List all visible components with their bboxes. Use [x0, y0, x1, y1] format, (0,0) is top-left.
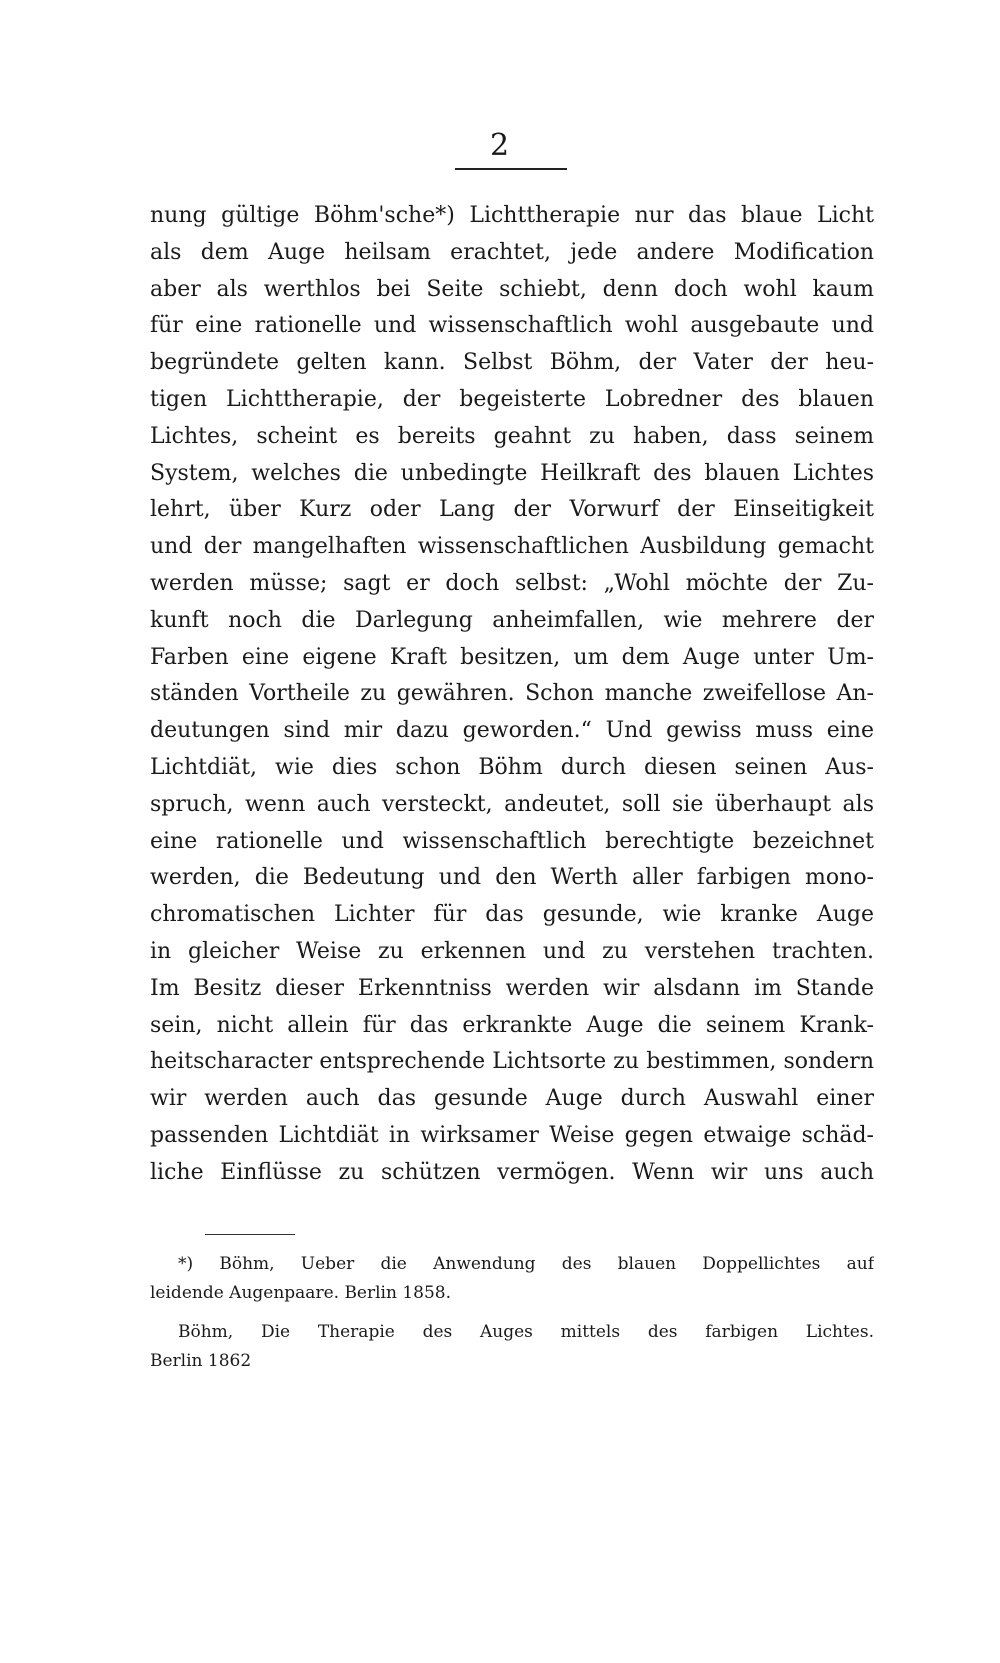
text-line: kunft noch die Darlegung anheimfallen, wie mehrere der — [150, 607, 874, 633]
text-line: deutungen sind mir dazu geworden.“ Und gewiss muss eine — [150, 718, 874, 744]
text-line: Im Besitz dieser Erkenntniss werden wir alsdann im Stande — [150, 975, 874, 1001]
footnote-line: Böhm, Die Therapie des Auges mittels des farbigen Lichtes. — [178, 1322, 874, 1342]
footnote-line: leidende Augenpaare. Berlin 1858. — [150, 1283, 452, 1303]
text-line: und der mangelhaften wissenschaftlichen Ausbildung gemacht — [150, 534, 874, 560]
text-line: sein, nicht allein für das erkrankte Auge die seinem Krank- — [150, 1012, 874, 1038]
text-line: chromatischen Lichter für das gesunde, wie kranke Auge — [150, 902, 874, 928]
text-line: ständen Vortheile zu gewähren. Schon manche zweifellose An- — [150, 681, 874, 707]
text-line: eine rationelle und wissenschaftlich berechtigte bezeichnet — [150, 828, 874, 854]
text-line: als dem Auge heilsam erachtet, jede andere Modification — [150, 239, 874, 265]
footnote-line: Berlin 1862 — [150, 1351, 252, 1371]
text-line: passenden Lichtdiät in wirksamer Weise gegen etwaige schäd- — [150, 1122, 874, 1148]
text-line: Lichtdiät, wie dies schon Böhm durch diesen seinen Aus- — [150, 754, 874, 780]
text-line: werden müsse; sagt er doch selbst: „Wohl möchte der Zu- — [150, 570, 874, 596]
page-number: 2 — [489, 128, 511, 163]
text-line: in gleicher Weise zu erkennen und zu verstehen trachten. — [150, 938, 874, 964]
text-line: wir werden auch das gesunde Auge durch Auswahl einer — [150, 1086, 874, 1112]
text-line: für eine rationelle und wissenschaftlich wohl ausgebaute und — [150, 313, 874, 339]
text-line: tigen Lichttherapie, der begeisterte Lobredner des blauen — [150, 386, 874, 412]
text-line: werden, die Bedeutung und den Werth aller farbigen mono- — [150, 865, 874, 891]
text-line: aber als werthlos bei Seite schiebt, denn doch wohl kaum — [150, 276, 874, 302]
footnote-line: *) Böhm, Ueber die Anwendung des blauen Doppellichtes auf — [178, 1254, 874, 1274]
header-rule — [455, 168, 567, 170]
footnote-rule — [205, 1234, 295, 1235]
text-line: heitscharacter entsprechende Lichtsorte zu bestimmen, sondern — [150, 1049, 874, 1075]
text-line: lehrt, über Kurz oder Lang der Vorwurf der Einseitigkeit — [150, 497, 874, 523]
body-text — [150, 198, 874, 1192]
text-line: begründete gelten kann. Selbst Böhm, der Vater der heu- — [150, 350, 874, 376]
text-line: spruch, wenn auch versteckt, andeutet, soll sie überhaupt als — [150, 791, 874, 817]
text-line: Lichtes, scheint es bereits geahnt zu haben, dass seinem — [150, 423, 874, 449]
text-line: liche Einflüsse zu schützen vermögen. Wenn wir uns auch — [150, 1159, 874, 1185]
text-line: Farben eine eigene Kraft besitzen, um dem Auge unter Um- — [150, 644, 874, 670]
text-line: nung gültige Böhm'sche*) Lichttherapie nur das blaue Licht — [150, 203, 874, 228]
footnotes — [150, 1250, 874, 1376]
text-line: System, welches die unbedingte Heilkraft des blauen Lichtes — [150, 460, 874, 486]
